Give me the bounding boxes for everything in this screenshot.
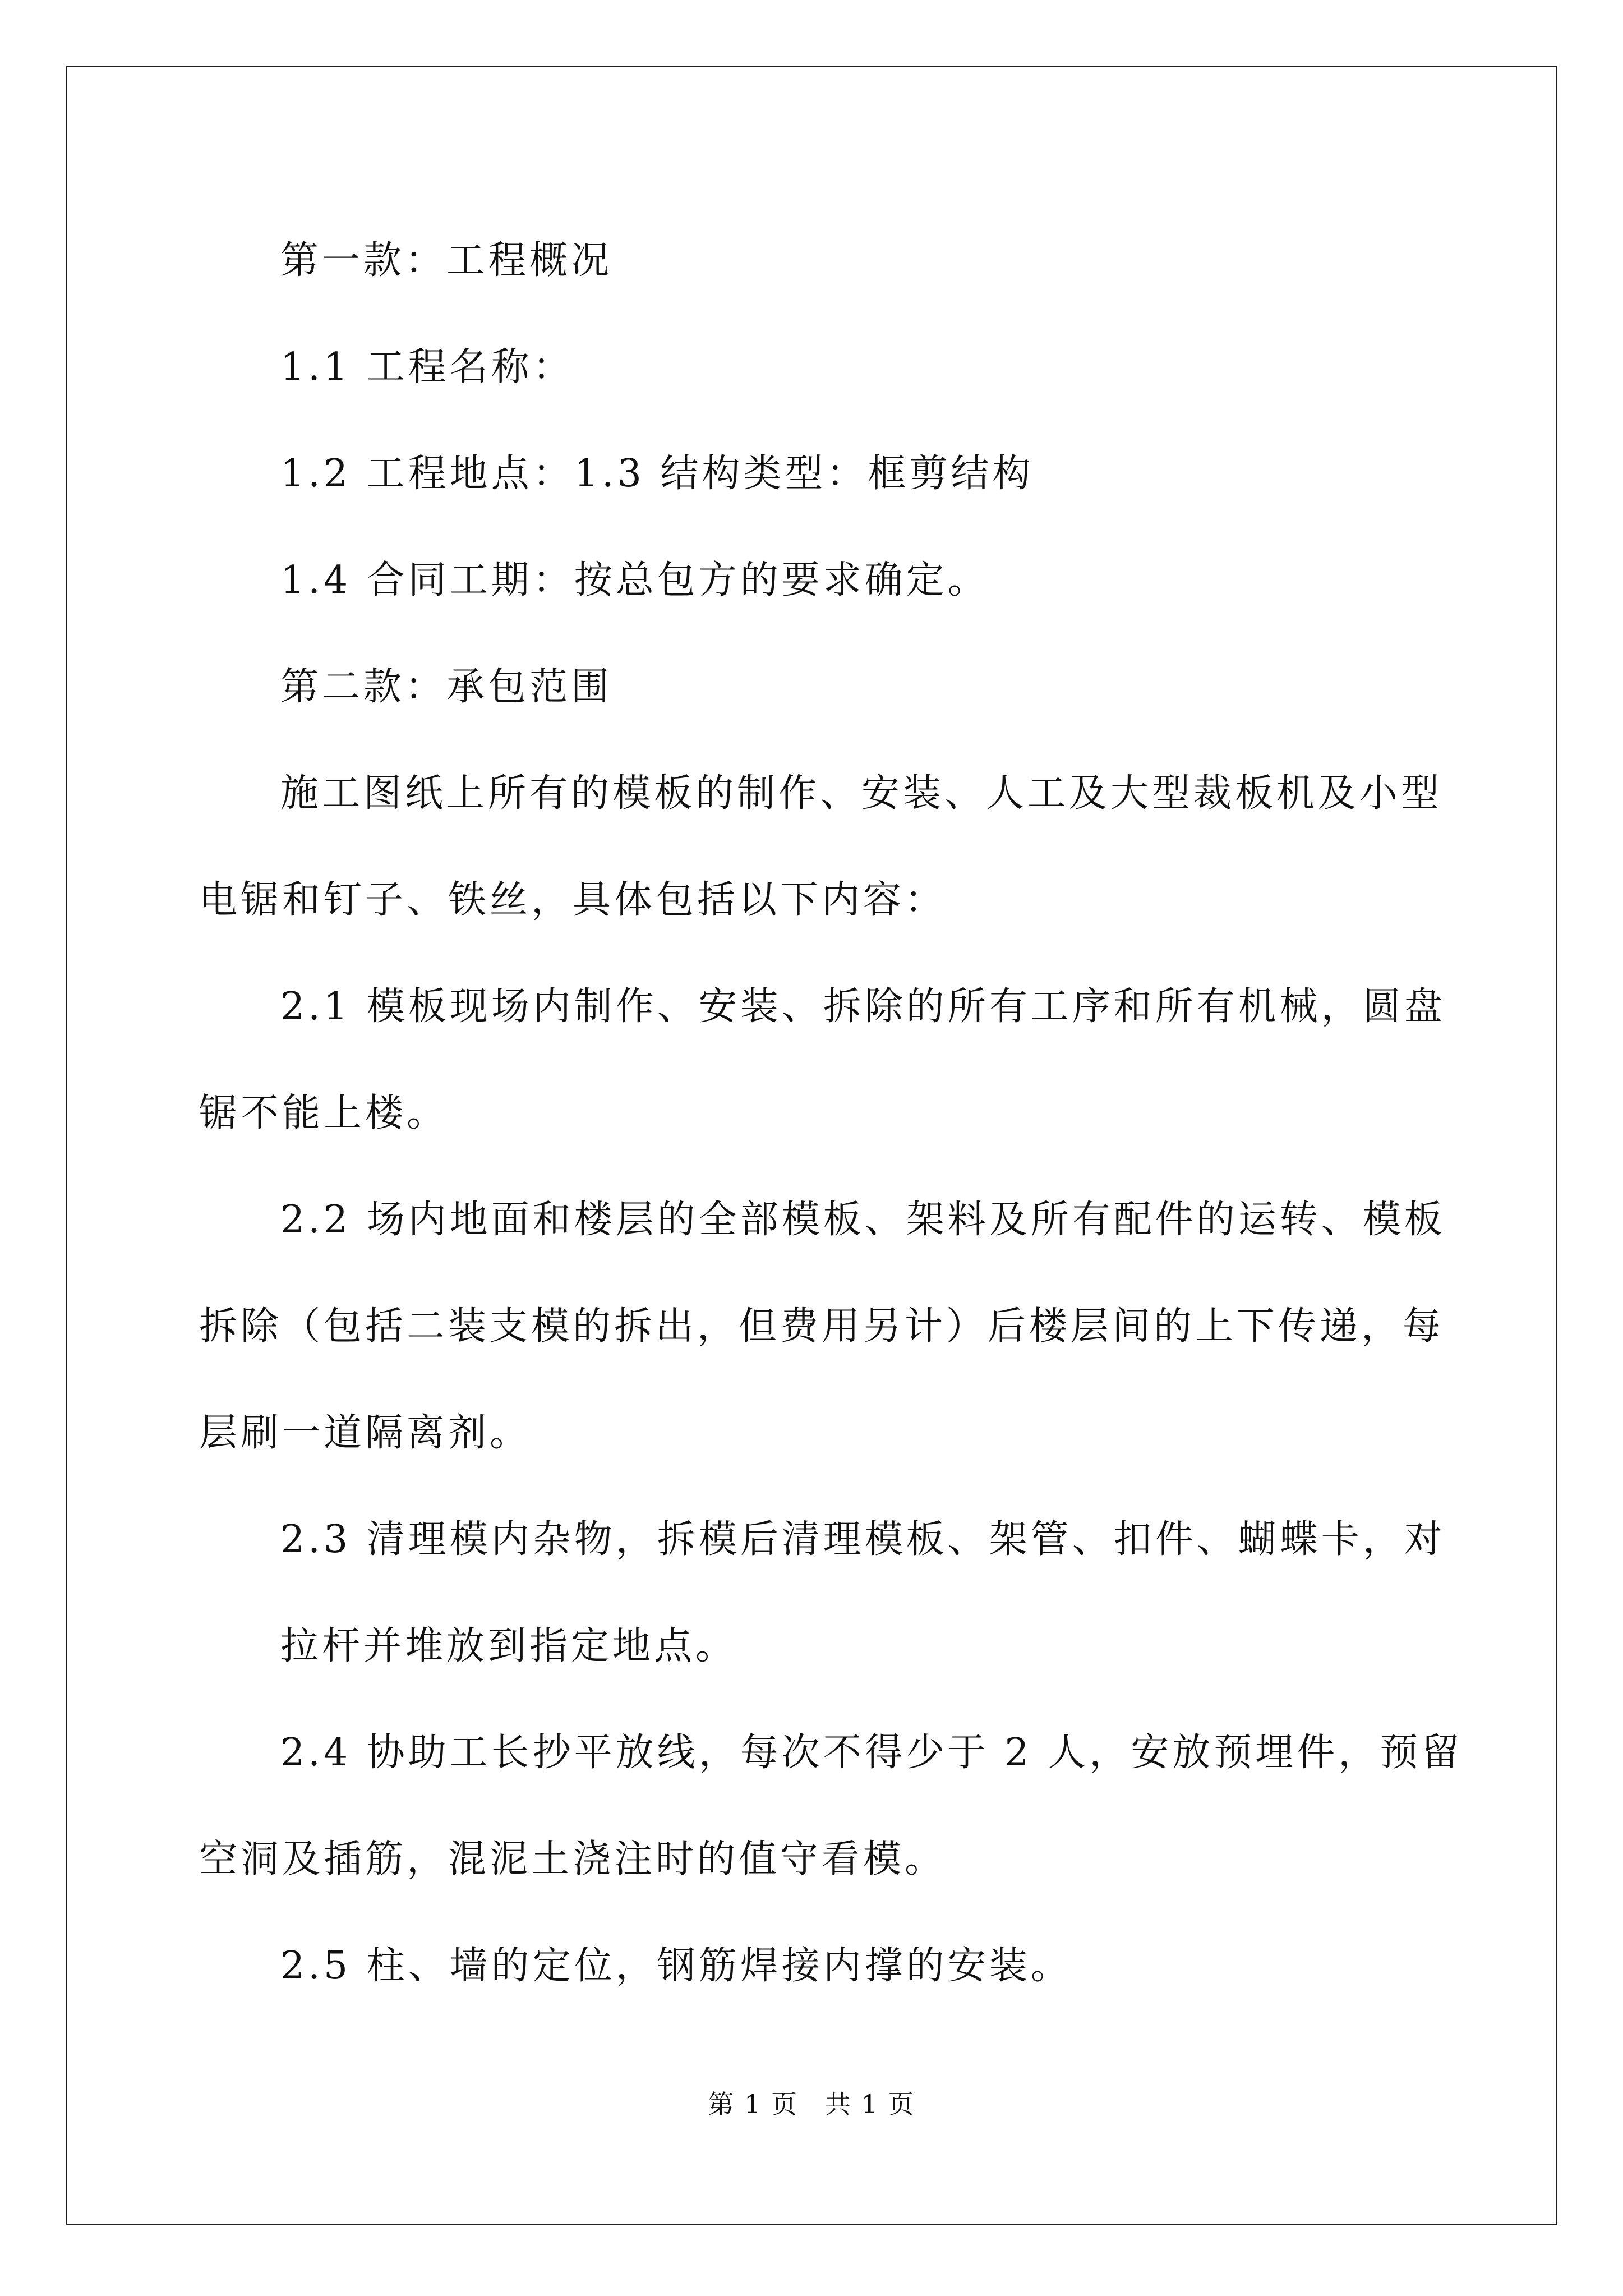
paragraph-continuation: 锯不能上楼。 <box>199 1091 449 1135</box>
paragraph: 2.2 场内地面和楼层的全部模板、架料及所有配件的运转、模板 <box>280 1198 1446 1242</box>
paragraph: 施工图纸上所有的模板的制作、安装、人工及大型裁板机及小型 <box>280 771 1443 816</box>
paragraph: 1.4 合同工期：按总包方的要求确定。 <box>280 558 989 602</box>
paragraph-continuation: 空洞及插筋，混泥土浇注时的值守看模。 <box>199 1837 947 1881</box>
paragraph: 1.1 工程名称： <box>280 345 574 389</box>
paragraph-continuation: 拉杆并堆放到指定地点。 <box>280 1624 737 1668</box>
paragraph-continuation: 电锯和钉子、铁丝，具体包括以下内容： <box>199 878 947 922</box>
document-body <box>199 208 1463 2019</box>
section-heading-1: 第一款：工程概况 <box>280 238 613 283</box>
paragraph: 2.5 柱、墙的定位，钢筋焊接内撑的安装。 <box>280 1944 1072 1988</box>
page-number-footer: 第 1 页 共 1 页 <box>708 2089 915 2119</box>
paragraph-continuation: 层刷一道隔离剂。 <box>199 1411 532 1455</box>
paragraph: 2.4 协助工长抄平放线，每次不得少于 2 人，安放预埋件，预留 <box>280 1731 1463 1775</box>
paragraph-continuation: 拆除（包括二装支模的拆出，但费用另计）后楼层间的上下传递，每 <box>199 1304 1445 1349</box>
paragraph: 2.1 模板现场内制作、安装、拆除的所有工序和所有机械，圆盘 <box>280 984 1446 1029</box>
paragraph: 1.2 工程地点：1.3 结构类型：框剪结构 <box>280 452 1034 496</box>
paragraph: 2.3 清理模内杂物，拆模后清理模板、架管、扣件、蝴蝶卡，对 <box>280 1517 1446 1562</box>
section-heading-2: 第二款：承包范围 <box>280 665 613 709</box>
